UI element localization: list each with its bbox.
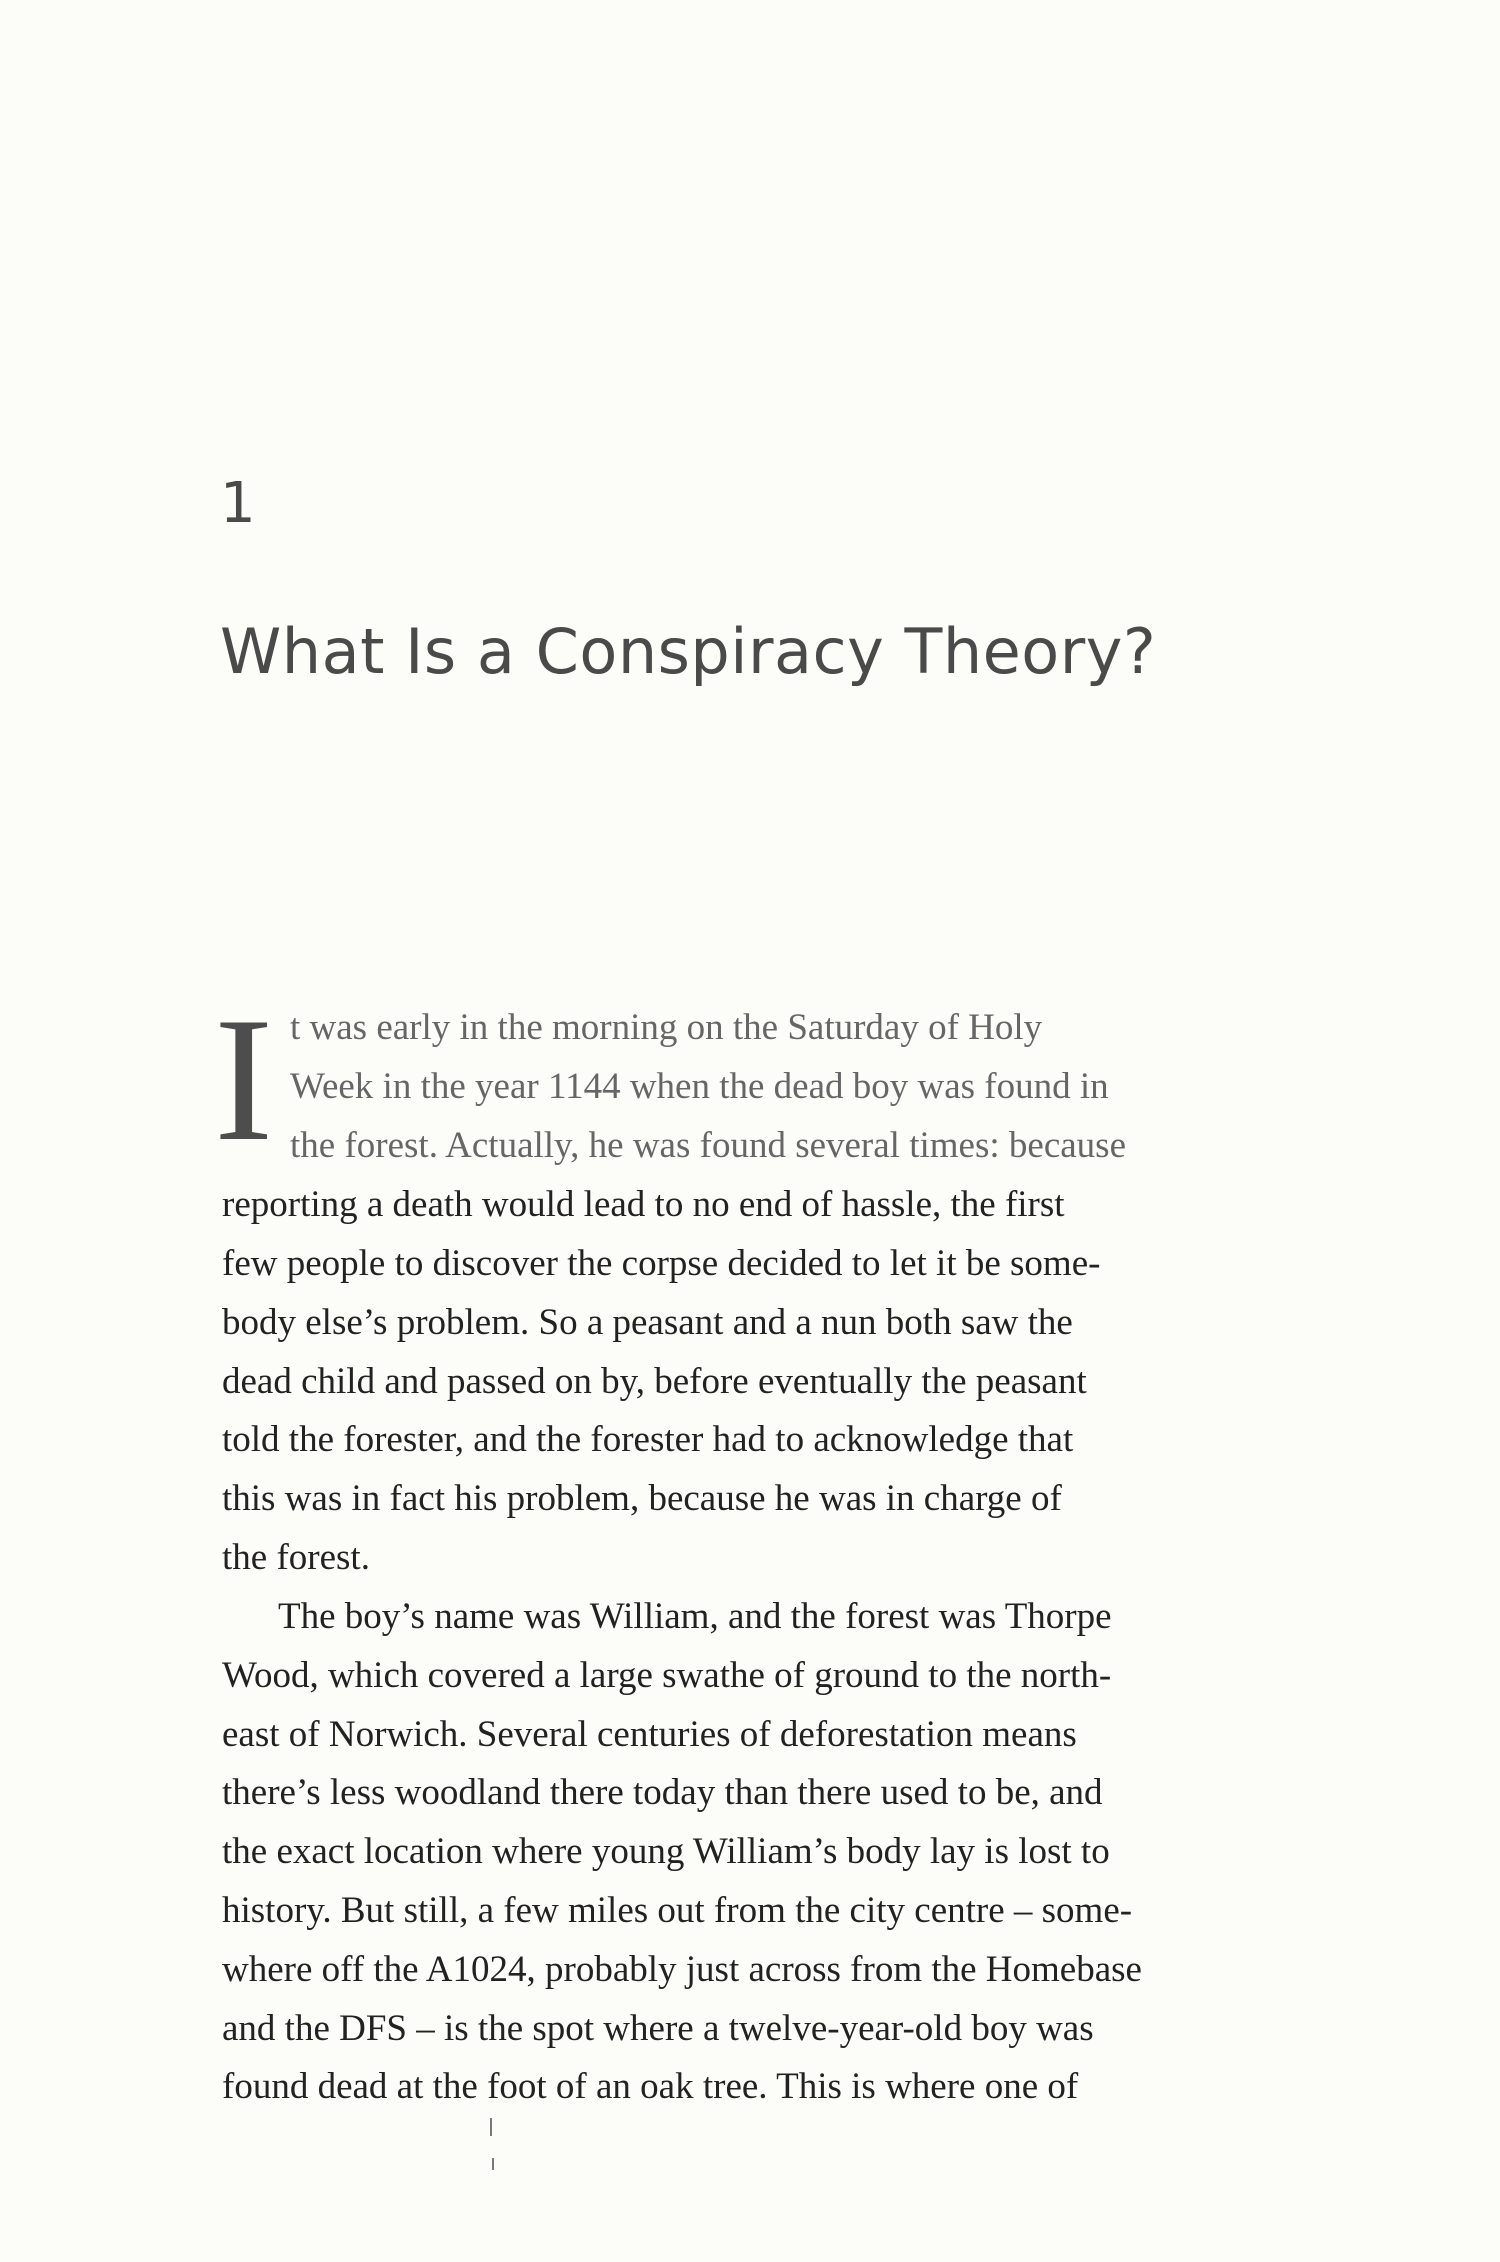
text-line: east of Norwich. Several centuries of deforestation means: [222, 1714, 1077, 1755]
text-line: the forest. Actually, he was found several times: because: [290, 1125, 1126, 1166]
text-line: told the forester, and the forester had to acknowledge that: [222, 1419, 1074, 1460]
text-line: few people to discover the corpse decided to let it be some-: [222, 1243, 1101, 1284]
text-line: t was early in the morning on the Saturday of Holy: [290, 1007, 1043, 1048]
text-line: body else’s problem. So a peasant and a nun both saw the: [222, 1302, 1073, 1343]
text-line: the exact location where young William’s body lay is lost to: [222, 1831, 1110, 1872]
text-line: the forest.: [222, 1537, 370, 1578]
text-line: The boy’s name was William, and the forest was Thorpe: [278, 1596, 1112, 1637]
chapter-number: 1: [220, 471, 256, 536]
text-line: found dead at the foot of an oak tree. This is where one of: [222, 2066, 1079, 2107]
drop-cap: I: [214, 980, 274, 1178]
text-line: Week in the year 1144 when the dead boy was found in: [290, 1066, 1109, 1107]
text-line: history. But still, a few miles out from the city centre – some-: [222, 1890, 1133, 1931]
scan-mark: [492, 2158, 494, 2170]
text-line: reporting a death would lead to no end of hassle, the first: [222, 1184, 1065, 1225]
text-line: dead child and passed on by, before eventually the peasant: [222, 1361, 1087, 1402]
chapter-title: What Is a Conspiracy Theory?: [220, 615, 1157, 688]
text-line: Wood, which covered a large swathe of ground to the north-: [222, 1655, 1112, 1696]
text-line: and the DFS – is the spot where a twelve-year-old boy was: [222, 2008, 1094, 2049]
text-line: there’s less woodland there today than there used to be, and: [222, 1772, 1103, 1813]
text-line: where off the A1024, probably just across from the Homebase: [222, 1949, 1142, 1990]
text-line: this was in fact his problem, because he was in charge of: [222, 1478, 1062, 1519]
scan-mark: [490, 2118, 492, 2136]
